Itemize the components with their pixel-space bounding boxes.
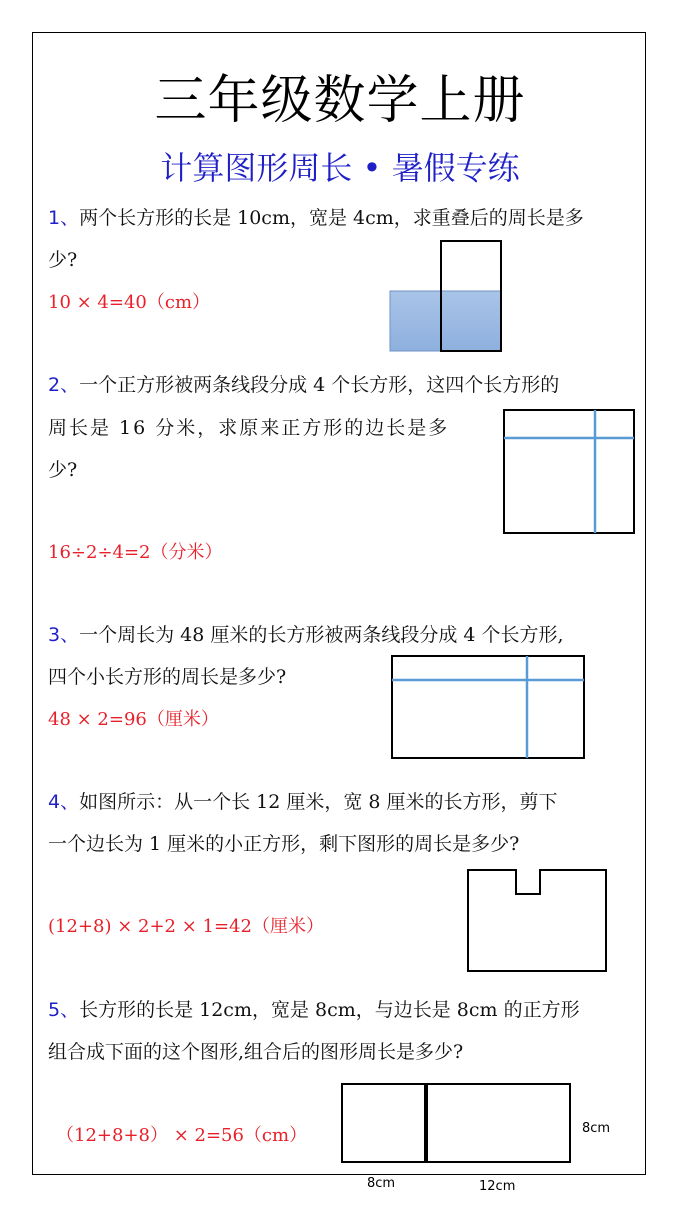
problem-3-line-1: 3、一个周长为 48 厘米的长方形被两条线段分成 4 个长方形,: [48, 624, 564, 646]
problem-1-line-1: 1、两个长方形的长是 10cm，宽是 4cm，求重叠后的周长是多: [48, 207, 584, 229]
page-title: 三年级数学上册: [154, 71, 526, 131]
problem-5-height-label: 8cm: [582, 1121, 611, 1136]
problem-3-answer: 48 × 2=96（厘米）: [48, 709, 219, 730]
problem-4-figure: [464, 866, 612, 976]
problem-2-line-3: 少?: [48, 459, 78, 481]
problem-3-figure: [388, 652, 588, 762]
problem-1-answer: 10 × 4=40（cm）: [48, 292, 211, 313]
problem-5-line-2: 组合成下面的这个图形,组合后的图形周长是多少?: [48, 1041, 464, 1063]
problem-2-line-1: 2、一个正方形被两条线段分成 4 个长方形，这四个长方形的: [48, 374, 560, 396]
problem-2-answer: 16÷2÷4=2（分米）: [48, 542, 223, 563]
problem-4-line-2: 一个边长为 1 厘米的小正方形，剩下图形的周长是多少?: [48, 833, 520, 855]
problem-4-answer: (12+8) × 2+2 × 1=42（厘米）: [48, 916, 324, 937]
problem-4-line-1: 4、如图所示：从一个长 12 厘米，宽 8 厘米的长方形，剪下: [48, 791, 558, 813]
problem-5-left-width-label: 8cm: [367, 1176, 396, 1191]
problem-5-right-width-label: 12cm: [479, 1179, 516, 1194]
page-subtitle: 计算图形周长 • 暑假专练: [160, 149, 520, 187]
problem-5-line-1: 5、长方形的长是 12cm，宽是 8cm，与边长是 8cm 的正方形: [48, 999, 580, 1021]
problem-5-figure: [338, 1079, 578, 1169]
problem-5-answer: （12+8+8） × 2=56（cm）: [56, 1125, 308, 1146]
problem-2-figure: [500, 406, 640, 538]
problem-1-line-2: 少?: [48, 249, 78, 271]
problem-1-figure: [385, 236, 505, 356]
problem-3-line-2: 四个小长方形的周长是多少?: [48, 666, 287, 688]
problem-2-line-2: 周长是 16 分米，求原来正方形的边长是多: [48, 417, 450, 439]
